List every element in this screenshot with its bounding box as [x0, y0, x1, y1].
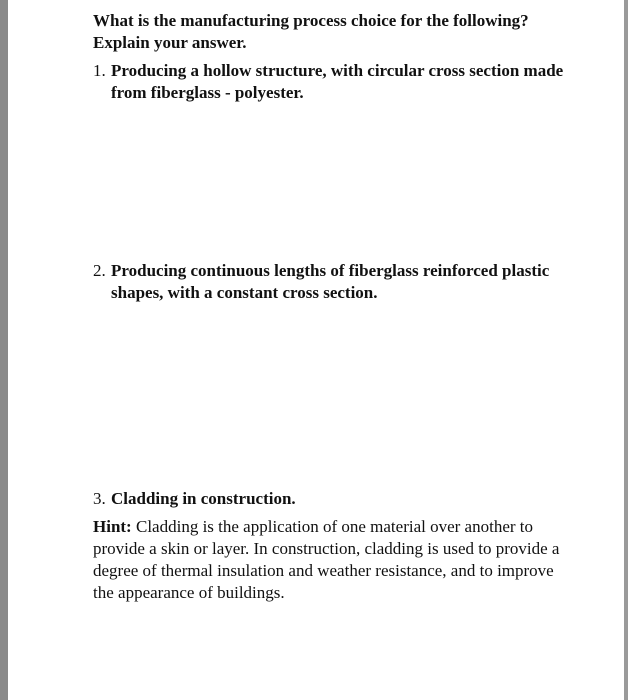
list-item-1 [93, 60, 573, 104]
item-number: 2. [93, 261, 106, 280]
item-text: Cladding in construction. [111, 489, 296, 508]
document-content [93, 10, 573, 621]
page-left-border [0, 0, 8, 700]
list-item-3 [93, 488, 573, 510]
hint-paragraph [93, 516, 573, 604]
item-number: 1. [93, 61, 106, 80]
item-text: Producing a hollow structure, with circular cross section made from fiberglass - polyester. [111, 61, 564, 102]
question-heading: What is the manufacturing process choice for the following? Explain your answer. [93, 11, 529, 52]
list-item-2 [93, 260, 573, 304]
page-right-border [624, 0, 628, 700]
hint-text: Cladding is the application of one material over another to provide a skin or layer. In construction, cladding is used to provide a degree of thermal insulation and weather resistance, and to improve the appearance of buildings. [93, 517, 560, 602]
item-number: 3. [93, 489, 106, 508]
item-text: Producing continuous lengths of fiberglass reinforced plastic shapes, with a constant cross section. [111, 261, 550, 302]
hint-label: Hint: [93, 517, 132, 536]
